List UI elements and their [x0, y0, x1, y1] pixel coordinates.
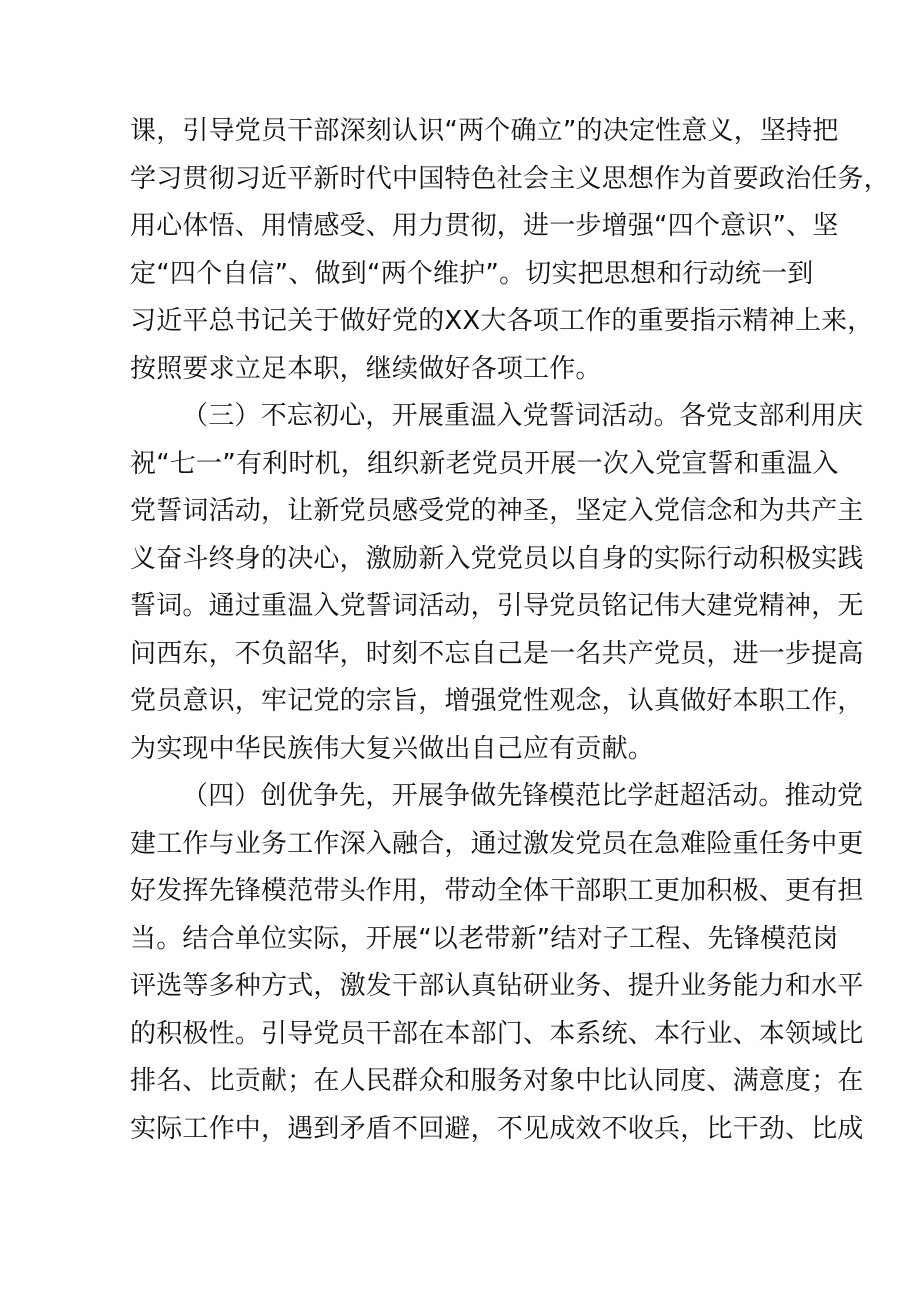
text-line: 党员意识，牢记党的宗旨，增强党性观念，认真做好本职工作， — [130, 686, 864, 716]
text-line: 的积极性。引导党员干部在本部门、本系统、本行业、本领域比 — [130, 1018, 864, 1049]
text-line-indented: （四）创优争先，开展争做先锋模范比学赶超活动。推动党 — [182, 781, 864, 811]
text-line: 定“四个自信”、做到“两个维护”。切实把思想和行动统一到 — [130, 258, 814, 289]
text-line: 实际工作中，遇到矛盾不回避，不见成效不收兵，比干劲、比成 — [130, 1113, 864, 1144]
text-line: 排名、比贡献；在人民群众和服务对象中比认同度、满意度；在 — [130, 1066, 864, 1096]
text-line: 为实现中华民族伟大复兴做出自己应有贡献。 — [130, 733, 655, 764]
text-line: 学习贯彻习近平新时代中国特色社会主义思想作为首要政治任务， — [130, 163, 890, 194]
text-line: 当。结合单位实际，开展“以老带新”结对子工程、先锋模范岗 — [130, 923, 839, 954]
text-line: 课，引导党员干部深刻认识“两个确立”的决定性意义，坚持把 — [130, 116, 839, 146]
text-line: 建工作与业务工作深入融合，通过激发党员在急难险重任务中更 — [130, 828, 864, 859]
text-line-indented: （三）不忘初心，开展重温入党誓词活动。各党支部利用庆 — [182, 401, 864, 431]
text-line: 誓词。通过重温入党誓词活动，引导党员铭记伟大建党精神，无 — [130, 591, 864, 621]
text-line: 党誓词活动，让新党员感受党的神圣，坚定入党信念和为共产主 — [130, 496, 864, 526]
text-line: 好发挥先锋模范带头作用，带动全体干部职工更加积极、更有担 — [130, 876, 864, 906]
text-line: 义奋斗终身的决心，激励新入党党员以自身的实际行动积极实践 — [130, 543, 864, 574]
paragraph-1 — [130, 108, 890, 393]
text-line: 问西东，不负韶华，时刻不忘自己是一名共产党员，进一步提高 — [130, 638, 864, 669]
text-line: 习近平总书记关于做好党的XX大各项工作的重要指示精神上来， — [130, 306, 874, 336]
paragraph-3 — [130, 773, 864, 1153]
text-line: 评选等多种方式，激发干部认真钻研业务、提升业务能力和水平 — [130, 971, 864, 1001]
text-line: 用心体悟、用情感受、用力贯彻，进一步增强“四个意识”、坚 — [130, 211, 839, 241]
text-line: 按照要求立足本职，继续做好各项工作。 — [130, 353, 602, 384]
text-line: 祝“七一”有利时机，组织新老党员开展一次入党宣誓和重温入 — [130, 448, 839, 479]
paragraph-2 — [130, 393, 864, 773]
